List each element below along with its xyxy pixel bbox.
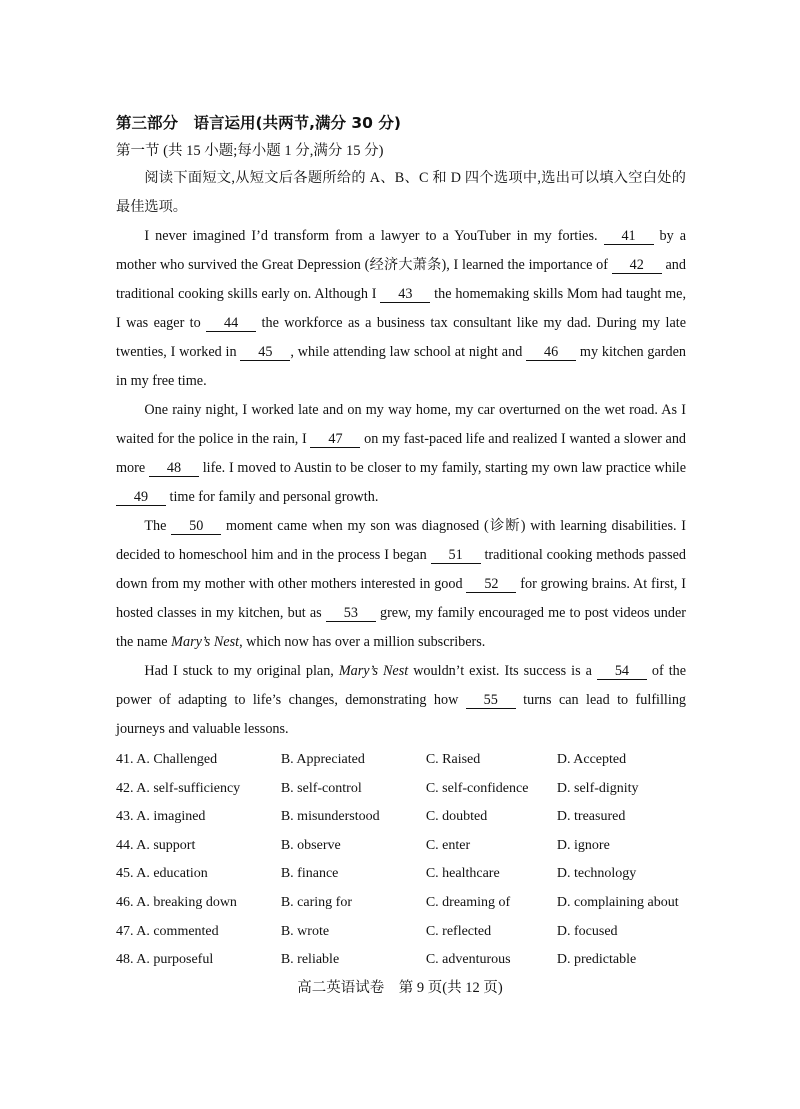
option-row — [116, 746, 686, 775]
option-c: C. self-confidence — [425, 780, 529, 796]
option-row — [116, 803, 686, 832]
options-list — [116, 746, 686, 975]
option-b: B. Appreciated — [280, 752, 365, 767]
option-row — [116, 775, 686, 804]
option-d: D. focused — [556, 923, 618, 939]
blank-46: 46 — [526, 344, 576, 361]
blank-50: 50 — [171, 518, 221, 535]
option-a: 48. A. purposeful — [116, 952, 214, 968]
option-row — [116, 860, 686, 889]
instruction: 阅读下面短文,从短文后各题所给的 A、B、C 和 D 四个选项中,选出可以填入空白处的最佳选项。 — [116, 170, 686, 215]
option-b: B. wrote — [280, 923, 330, 939]
blank-52: 52 — [466, 576, 516, 593]
passage-paragraph-4: Had I stuck to my original plan, Mary’s Nest wouldn’t exist. Its success is a 54 of the power of adapting to life’s changes, demonstrating how 55 turns can lead to fulfilling journeys and valuable lessons. — [116, 663, 687, 737]
blank-55: 55 — [466, 692, 516, 709]
blank-48: 48 — [149, 460, 199, 477]
blank-44: 44 — [206, 315, 256, 332]
passage-paragraph-1: I never imagined I’d transform from a lawyer to a YouTuber in my forties. 41 by a mother who survived the Great Depression (经济大萧条), I learned the importance of 42 and traditional cooking skills early on. Although I 43 the homemaking skills Mom had taught me, I was eager to 44 the workforce as a business tax consultant like my dad. During my late twenties, I worked in 45 , while attending law school at night and 46 my kitchen garden in my free time. — [116, 228, 687, 389]
option-d: D. technology — [556, 866, 637, 882]
option-row — [116, 946, 686, 975]
option-d: D. ignore — [556, 837, 610, 853]
option-d: D. complaining about — [556, 894, 679, 910]
blank-53: 53 — [326, 605, 376, 622]
option-b: B. reliable — [280, 952, 340, 968]
page-footer: 高二英语试卷 第 9 页(共 12 页) — [297, 980, 503, 996]
option-row — [116, 918, 686, 947]
option-c: C. Raised — [425, 752, 481, 767]
section-title: 第三部分 语言运用(共两节,满分 30 分) — [116, 114, 401, 132]
option-a: 47. A. commented — [116, 923, 219, 939]
option-d: D. Accepted — [556, 752, 627, 767]
option-c: C. dreaming of — [425, 894, 511, 910]
channel-name: Mary’s Nest — [338, 663, 409, 679]
option-c: C. healthcare — [425, 866, 500, 882]
option-a: 45. A. education — [116, 866, 208, 882]
option-b: B. misunderstood — [280, 809, 380, 825]
option-d: D. predictable — [556, 952, 637, 968]
channel-name: Mary’s Nest — [171, 634, 240, 650]
option-row — [116, 889, 686, 918]
option-b: B. observe — [280, 837, 341, 853]
passage-paragraph-3: The 50 moment came when my son was diagnosed (诊断) with learning disabilities. I decided to homeschool him and in the process I began 51 traditional cooking methods passed down from my mother with other mothers interested in good 52 for growing brains. At first, I hosted classes in my kitchen, but as 53 grew, my family encouraged me to post videos under the name Mary’s Nest, which now has over a million subscribers. — [116, 518, 687, 650]
option-c: C. enter — [425, 837, 471, 853]
blank-45: 45 — [240, 344, 290, 361]
option-c: C. adventurous — [425, 952, 511, 968]
blank-41: 41 — [604, 228, 654, 245]
option-b: B. self-control — [280, 780, 362, 796]
option-a: 44. A. support — [116, 837, 196, 853]
option-c: C. reflected — [425, 923, 492, 939]
option-a: 43. A. imagined — [116, 809, 206, 825]
option-c: C. doubted — [425, 809, 488, 825]
option-row — [116, 832, 686, 861]
passage-paragraph-2: One rainy night, I worked late and on my way home, my car overturned on the wet road. As I waited for the police in the rain, I 47 on my fast-paced life and realized I wanted a slower and more 48 life. I moved to Austin to be closer to my family, starting my own law practice while 49 time for family and personal growth. — [116, 402, 687, 505]
option-a: 42. A. self-sufficiency — [116, 780, 241, 796]
blank-42: 42 — [612, 257, 662, 274]
blank-43: 43 — [380, 286, 430, 303]
option-a: 46. A. breaking down — [116, 894, 237, 910]
option-d: D. self-dignity — [556, 780, 639, 796]
option-a: 41. A. Challenged — [116, 752, 218, 767]
option-d: D. treasured — [556, 809, 626, 825]
sub-title: 第一节 (共 15 小题;每小题 1 分,满分 15 分) — [116, 143, 384, 159]
blank-47: 47 — [310, 431, 360, 448]
blank-49: 49 — [116, 489, 166, 506]
blank-51: 51 — [431, 547, 481, 564]
exam-page — [116, 112, 686, 975]
blank-54: 54 — [597, 663, 647, 680]
option-b: B. caring for — [280, 894, 352, 910]
option-b: B. finance — [280, 866, 339, 882]
